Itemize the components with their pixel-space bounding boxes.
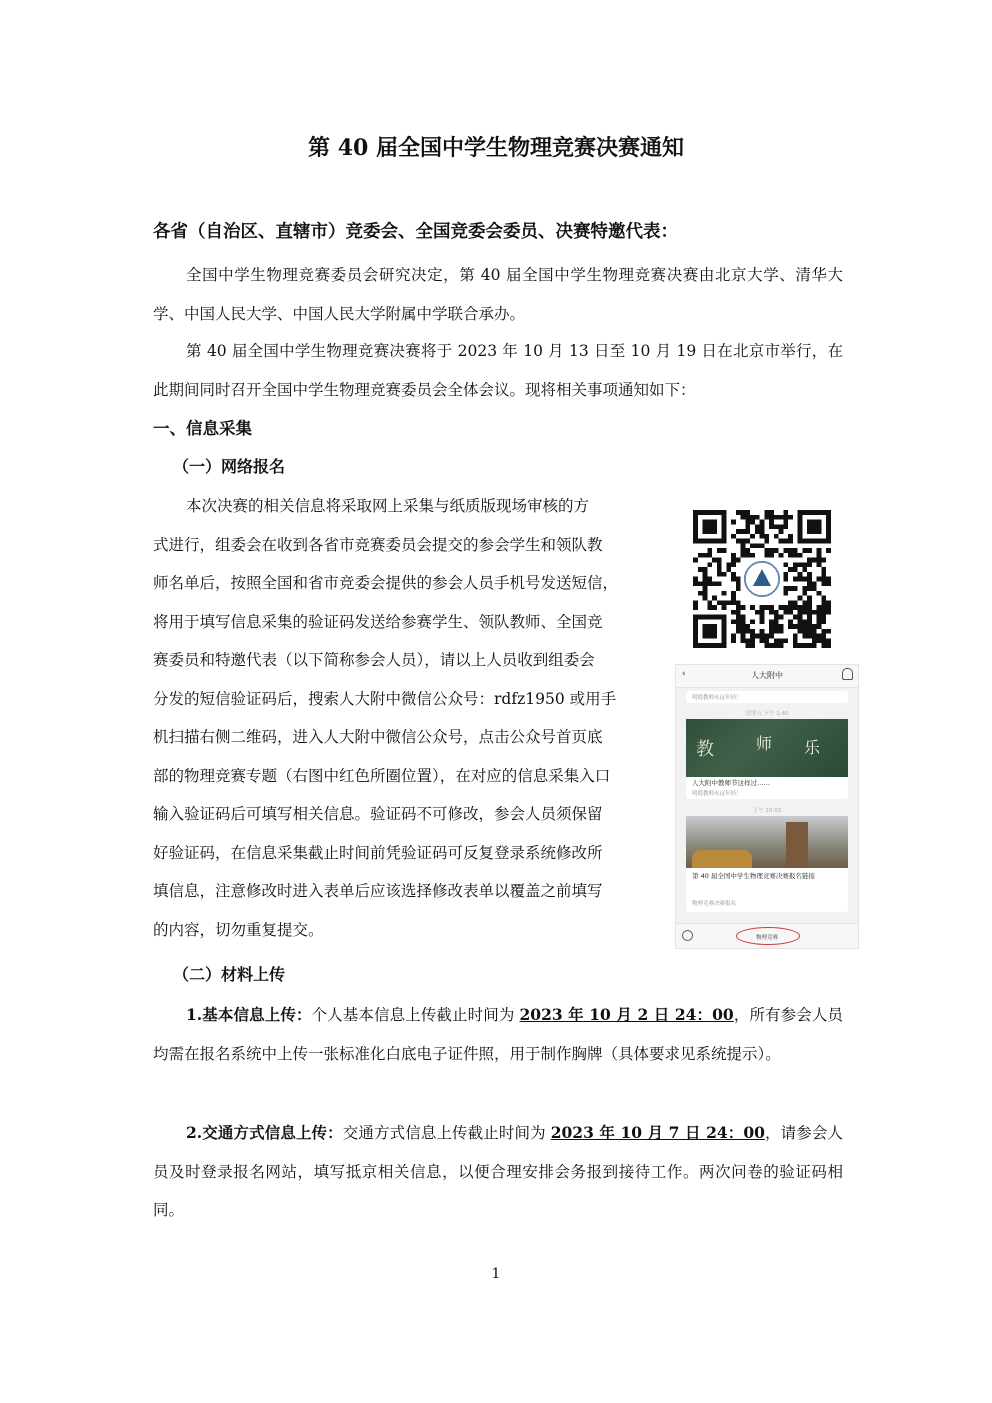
teachers-day-image: 教 师 乐 [686,719,848,777]
text-line: 填信息，注意修改时进入表单后应该选择修改表单以覆盖之前填写 [153,882,603,900]
article-card-1[interactable] [686,719,848,799]
text-line: 式进行，组委会在收到各省市竞赛委员会提交的参会学生和领队教 [153,535,603,554]
user-icon[interactable] [842,668,853,680]
previous-card-note: 明德教师永远年轻！ [692,695,742,701]
text-line: 好验证码，在信息采集截止时间前凭验证码可反复登录系统修改所 [153,843,603,862]
message-time-1: 星期五 下午 1:40 [745,711,789,717]
page-number: 1 [491,1266,501,1282]
item-transport-deadline: 2023 年 10 月 7 日 24：00 [550,1123,765,1142]
article-card-2-caption: 第 40 届全国中学生物理竞赛决赛报名链接 [692,872,815,880]
phone-bottom-menu [676,923,858,949]
text-line: 的内容，切勿重复提交。 [153,920,324,939]
paragraph-2: 第 40 届全国中学生物理竞赛决赛将于 2023 年 10 月 13 日至 10 月 19 日在北京市举行，在此期间同时召开全国中学生物理竞赛委员会全体会议。现将相关事项通知如下： [153,342,843,399]
item-basic-info-label: 1.基本信息上传： [186,1005,312,1024]
phone-header [676,665,858,688]
back-icon[interactable]: ‹ [682,669,686,679]
item-basic-info [153,996,843,1073]
keyboard-icon[interactable] [682,930,693,941]
text-line: 赛委员和特邀代表（以下简称参会人员），请以上人员收到组委会 [153,651,595,669]
subheading-online-registration: （一）网络报名 [173,457,286,476]
previous-card[interactable] [686,691,848,703]
text-line: 部的物理竞赛专题（右图中红色所圈位置），在对应的信息采集入口 [153,766,611,785]
text-line: 将用于填写信息采集的验证码发送给参赛学生、领队教师、全国竞 [153,612,603,631]
document-title: 第 40 届全国中学生物理竞赛决赛通知 [308,135,684,161]
subheading-material-upload: （二）材料上传 [173,965,286,984]
item-basic-info-text-after: ，所有参会人员均需在报名系统中上传一张标准化白底电子证件照，用于制作胸牌（具体要求见系统提示）。 [153,1006,843,1063]
phone-header-title: 人大附中 [751,671,783,680]
school-building-image [686,816,848,868]
item-transport-info [153,1114,843,1230]
item-basic-info-text: 个人基本信息上传截止时间为 [311,1006,520,1024]
item-transport-text: 交通方式信息上传截止时间为 [342,1124,551,1142]
text-line: 师名单后，按照全国和省市竞委会提供的参会人员手机号发送短信， [153,574,619,592]
article-card-1-note: 明德教师永远年轻！ [692,791,742,797]
text-line: 本次决赛的相关信息将采取网上采集与纸质版现场审核的方 [186,497,590,515]
registration-paragraph [153,487,658,949]
wechat-screenshot [675,664,859,949]
text-line: 分发的短信验证码后，搜索人大附中微信公众号：rdfz1950 或用手 [153,689,617,708]
item-basic-info-deadline: 2023 年 10 月 2 日 24：00 [519,1005,734,1024]
physics-competition-menu[interactable]: 物理竞赛 [756,935,779,941]
article-card-2-note: 物理竞赛决赛报名 [692,901,737,907]
paragraph-1: 全国中学生物理竞赛委员会研究决定，第 40 届全国中学生物理竞赛决赛由北京大学、清华大学、中国人民大学、中国人民大学附属中学联合承办。 [153,266,843,323]
article-card-1-caption: 人大附中教师节这样过…… [692,779,770,787]
item-transport-label: 2.交通方式信息上传： [186,1123,343,1142]
article-card-2[interactable] [686,816,848,912]
text-line: 机扫描右侧二维码，进入人大附中微信公众号，点击公众号首页底 [153,728,603,746]
message-time-2: 上午 10:03 [752,808,782,814]
section-heading-info-collection: 一、信息采集 [153,419,252,438]
item-transport-text-after: ，请参会人员及时登录报名网站，填写抵京相关信息，以便合理安排会务报到接待工作。两次问卷的验证码相同。 [153,1124,843,1219]
text-line: 输入验证码后可填写相关信息。验证码不可修改，参会人员须保留 [153,805,603,823]
salutation: 各省（自治区、直辖市）竞委会、全国竞委会委员、决赛特邀代表： [153,222,678,242]
qr-code-icon[interactable] [693,510,831,648]
